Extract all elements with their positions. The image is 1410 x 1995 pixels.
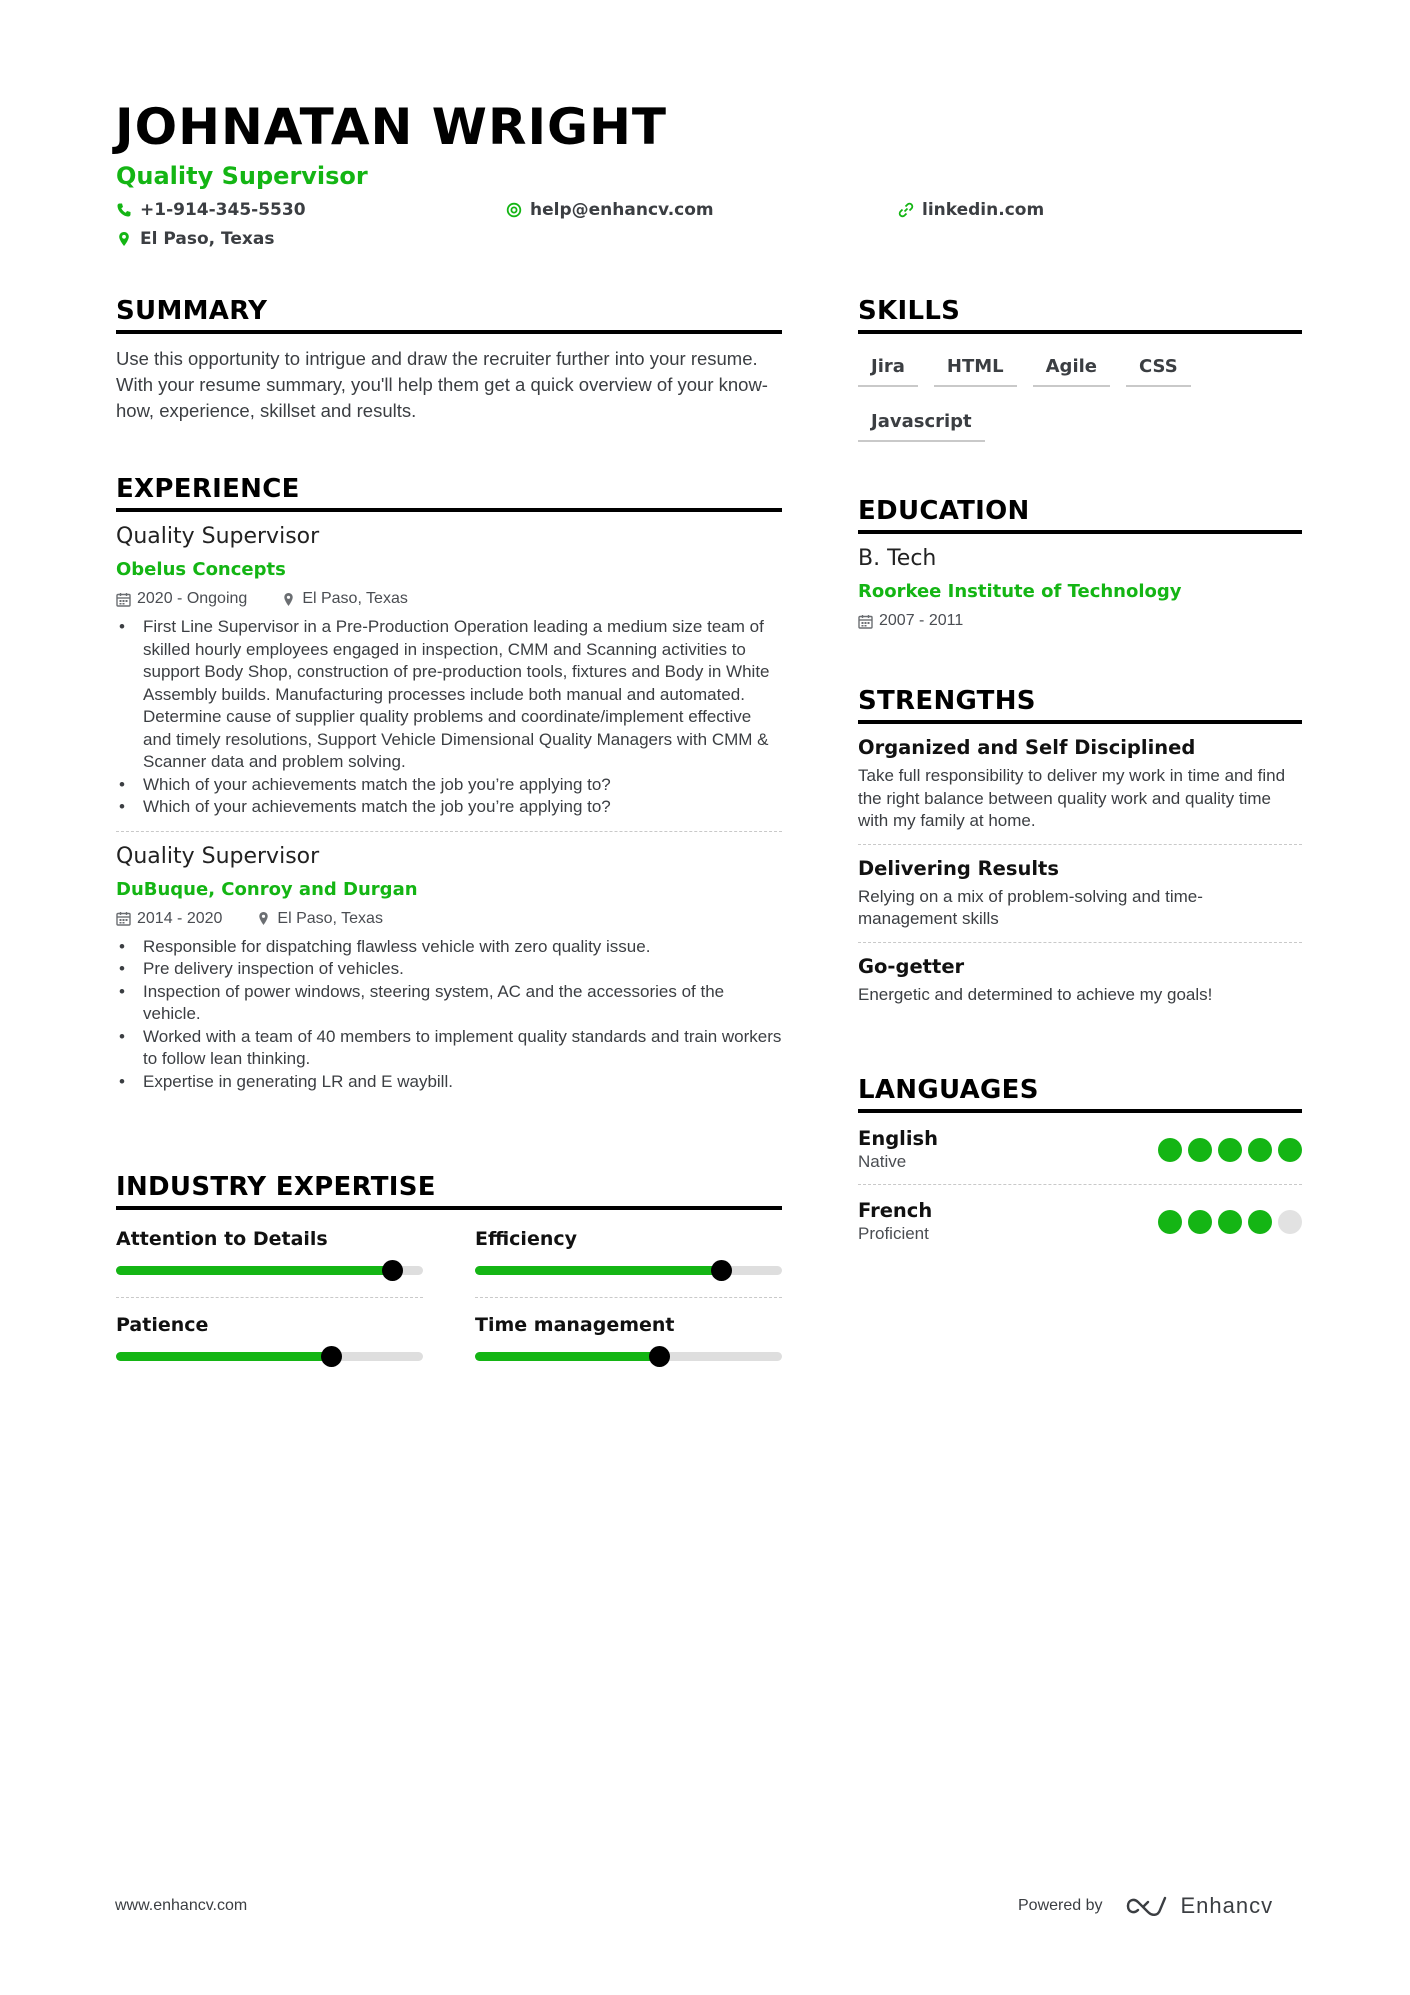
education-dates: 2007 - 2011 — [879, 612, 964, 629]
language-level: Proficient — [858, 1224, 929, 1243]
education-heading: EDUCATION — [858, 496, 1302, 534]
skill-tag: Jira — [858, 350, 918, 387]
rating-dot-filled — [1278, 1138, 1302, 1162]
location-text: El Paso, Texas — [140, 229, 275, 249]
experience-heading: EXPERIENCE — [116, 474, 782, 512]
language-item — [858, 1199, 1302, 1244]
rating-dot-filled — [1188, 1210, 1212, 1234]
link-icon — [898, 202, 914, 218]
expertise-bar-fill — [475, 1352, 659, 1361]
location-contact — [116, 229, 274, 249]
summary-heading: SUMMARY — [116, 296, 782, 334]
candidate-title: Quality Supervisor — [116, 162, 368, 190]
company-name: Obelus Concepts — [116, 559, 286, 580]
expertise-bar-fill — [475, 1266, 721, 1275]
rating-dot-filled — [1218, 1210, 1242, 1234]
language-item — [858, 1127, 1302, 1172]
strength-divider — [858, 844, 1302, 845]
powered-by-label: Powered by — [1018, 1897, 1103, 1914]
job-meta — [116, 590, 782, 608]
job-location: El Paso, Texas — [302, 590, 408, 607]
enhancv-logo-icon — [1125, 1894, 1171, 1918]
job-bullets — [116, 616, 782, 819]
expertise-bar — [475, 1266, 782, 1275]
job-bullet: • Expertise in generating LR and E waybill. — [116, 1071, 782, 1094]
strength-divider — [858, 942, 1302, 943]
job-bullet: • Which of your achievements match the job you’re applying to? — [116, 796, 782, 819]
strengths-section — [858, 686, 1302, 1006]
expertise-bar-knob — [382, 1260, 403, 1281]
job-bullet: • Inspection of power windows, steering system, AC and the accessories of the vehicle. — [116, 981, 782, 1026]
expertise-item — [116, 1306, 423, 1361]
linkedin-text[interactable]: linkedin.com — [922, 200, 1045, 220]
expertise-label: Time management — [475, 1314, 675, 1336]
enhancv-logo[interactable] — [1125, 1893, 1274, 1919]
summary-text: Use this opportunity to intrigue and draw the recruiter further into your resume. With your resume summary, you'll help them get a quick overview of your know-how, experience, skillset and results. — [116, 348, 768, 421]
job-bullet: • First Line Supervisor in a Pre-Production Operation leading a medium size team of skilled hourly employees engaged in inspection, CMM and Scanning activities to support Body Shop, construction of pre-production tools, fixtures and Body in White Assembly builds. Manufacturing processes include both manual and automated. Determine cause of supplier quality problems and coordinate/implement effective and timely resolutions, Support Vehicle Dimensional Quality Managers with CMM & Scanner data and problem solving. — [116, 616, 782, 774]
job-bullet: • Which of your achievements match the job you’re applying to? — [116, 774, 782, 797]
candidate-name: JOHNATAN WRIGHT — [115, 98, 668, 156]
expertise-item — [475, 1220, 782, 1275]
company-name: DuBuque, Conroy and Durgan — [116, 878, 418, 900]
skill-tag: Agile — [1033, 350, 1110, 387]
job-bullet: • Worked with a team of 40 members to implement quality standards and train workers to follow lean thinking. — [116, 1026, 782, 1071]
skills-section — [858, 296, 1302, 460]
strength-item — [858, 857, 1302, 931]
expertise-bar-knob — [321, 1346, 342, 1367]
experience-entry — [116, 524, 782, 819]
job-role: Quality Supervisor — [116, 843, 320, 869]
language-rating — [1158, 1210, 1302, 1234]
job-bullet: • Pre delivery inspection of vehicles. — [116, 958, 782, 981]
expertise-divider — [116, 1297, 423, 1298]
language-divider — [858, 1184, 1302, 1185]
expertise-item — [475, 1306, 782, 1361]
job-role: Quality Supervisor — [116, 524, 320, 549]
language-name: English — [858, 1127, 939, 1150]
job-dates: 2014 - 2020 — [137, 909, 223, 927]
job-bullets — [116, 936, 782, 1094]
expertise-grid — [116, 1220, 782, 1361]
job-location: El Paso, Texas — [277, 909, 383, 927]
brand-name: Enhancv — [1180, 1893, 1274, 1918]
strength-title: Organized and Self Disciplined — [858, 736, 1196, 759]
strength-item — [858, 736, 1302, 833]
experience-section — [116, 474, 782, 1093]
languages-section — [858, 1075, 1302, 1244]
strength-title: Delivering Results — [858, 856, 1059, 880]
expertise-section — [116, 1172, 782, 1361]
expertise-label: Patience — [116, 1314, 209, 1336]
email-text[interactable]: help@enhancv.com — [530, 200, 714, 220]
strengths-heading: STRENGTHS — [858, 686, 1302, 724]
expertise-bar — [116, 1266, 423, 1275]
experience-entry — [116, 844, 782, 1094]
expertise-bar-fill — [116, 1266, 392, 1275]
summary-section — [116, 296, 782, 424]
expertise-label: Attention to Details — [116, 1228, 328, 1250]
rating-dot-filled — [1158, 1138, 1182, 1162]
expertise-divider — [475, 1297, 782, 1298]
strength-title: Go-getter — [858, 954, 965, 978]
skill-tag: CSS — [1126, 350, 1191, 387]
skills-list — [858, 350, 1302, 460]
linkedin-contact[interactable] — [898, 200, 1044, 220]
rating-dot-filled — [1188, 1138, 1212, 1162]
language-rating — [1158, 1138, 1302, 1162]
footer-powered-by — [1018, 1893, 1273, 1919]
footer-website[interactable]: www.enhancv.com — [115, 1897, 248, 1914]
location-pin-icon — [116, 231, 132, 247]
degree-title: B. Tech — [858, 546, 937, 571]
calendar-icon — [116, 911, 131, 926]
school-name: Roorkee Institute of Technology — [858, 581, 1182, 602]
job-meta — [116, 910, 782, 928]
expertise-bar-knob — [649, 1346, 670, 1367]
job-bullet: • Responsible for dispatching flawless vehicle with zero quality issue. — [116, 936, 782, 959]
expertise-label: Efficiency — [475, 1228, 578, 1250]
languages-heading: LANGUAGES — [858, 1075, 1302, 1113]
language-name: French — [858, 1199, 933, 1222]
rating-dot-filled — [1218, 1138, 1242, 1162]
skill-tag: HTML — [934, 350, 1017, 387]
calendar-icon — [116, 592, 131, 607]
phone-icon — [116, 202, 132, 218]
education-meta — [858, 612, 1302, 630]
at-icon — [506, 202, 522, 218]
location-pin-icon — [256, 911, 271, 926]
language-level: Native — [858, 1152, 907, 1171]
expertise-bar-knob — [711, 1260, 732, 1281]
rating-dot-empty — [1278, 1210, 1302, 1234]
expertise-bar-fill — [116, 1352, 331, 1361]
rating-dot-filled — [1248, 1138, 1272, 1162]
skill-tag: Javascript — [858, 405, 985, 442]
education-section — [858, 496, 1302, 630]
email-contact[interactable] — [506, 200, 714, 220]
phone-text: +1-914-345-5530 — [140, 200, 306, 220]
rating-dot-filled — [1158, 1210, 1182, 1234]
job-dates: 2020 - Ongoing — [137, 590, 248, 607]
skills-heading: SKILLS — [858, 296, 1302, 334]
strength-item — [858, 955, 1302, 1007]
strength-text: Take full responsibility to deliver my work in time and find the right balance between quality work and quality time with my family at home. — [858, 766, 1286, 830]
calendar-icon — [858, 614, 873, 629]
expertise-item — [116, 1220, 423, 1275]
strength-text: Relying on a mix of problem-solving and time-management skills — [858, 886, 1203, 928]
location-pin-icon — [281, 592, 296, 607]
rating-dot-filled — [1248, 1210, 1272, 1234]
phone-contact — [116, 200, 306, 220]
strength-text: Energetic and determined to achieve my goals! — [858, 984, 1213, 1004]
expertise-bar — [116, 1352, 423, 1361]
entry-divider — [116, 831, 782, 832]
expertise-heading: INDUSTRY EXPERTISE — [116, 1172, 782, 1210]
expertise-bar — [475, 1352, 782, 1361]
